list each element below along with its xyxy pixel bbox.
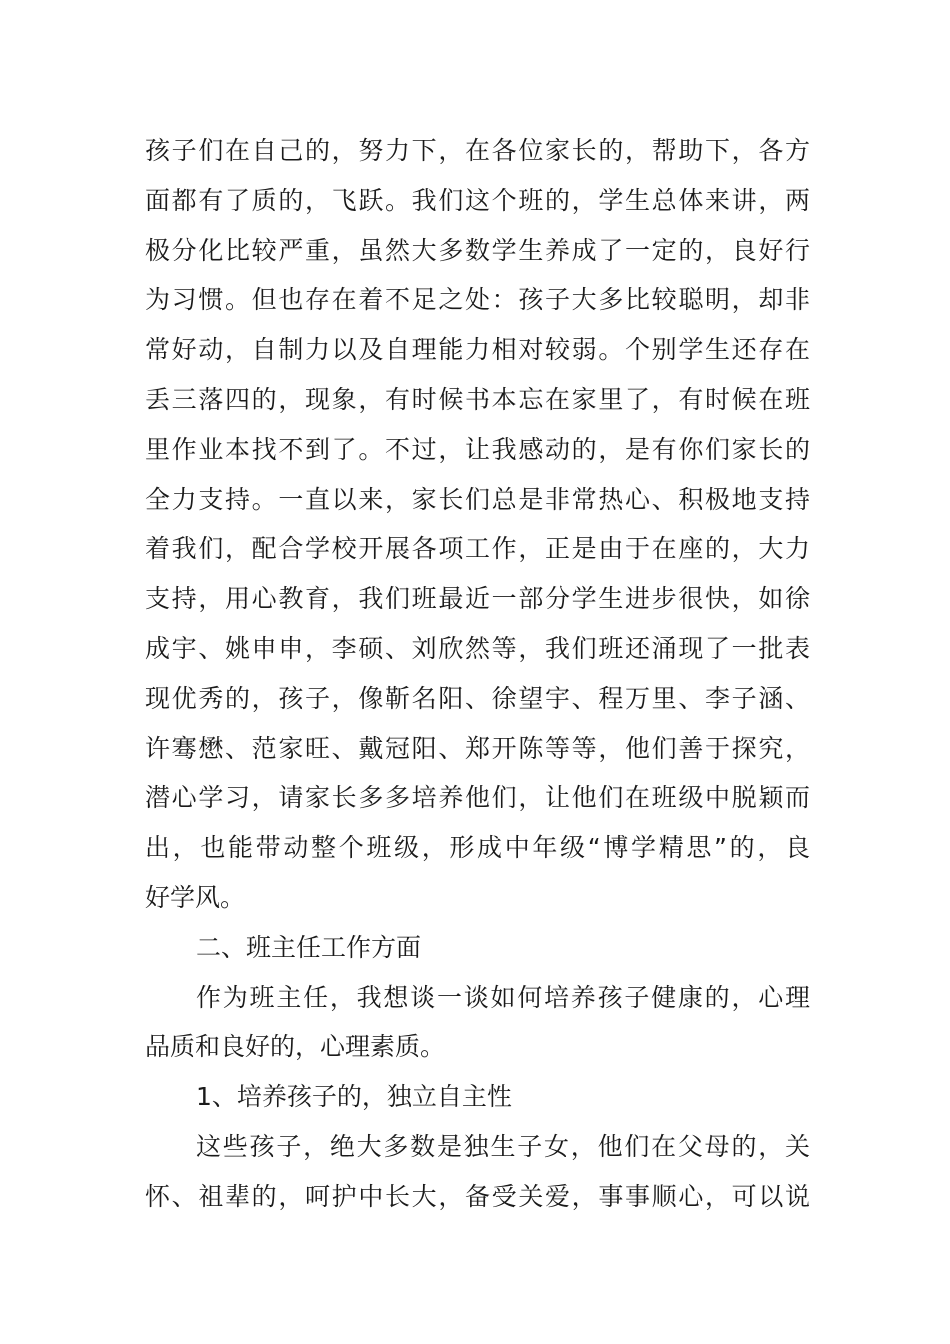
document-body xyxy=(145,126,810,1222)
text-line: 品质和良好的，心理素质。 xyxy=(145,1032,446,1062)
text-line: 着我们，配合学校开展各项工作，正是由于在座的，大力 xyxy=(145,534,810,564)
subsection-heading: 1、培养孩子的，独立自主性 xyxy=(196,1082,512,1112)
text-line: 为习惯。但也存在着不足之处：孩子大多比较聪明，却非 xyxy=(145,285,810,315)
text-line: 全力支持。一直以来，家长们总是非常热心、积极地支持 xyxy=(145,484,810,514)
text-line: 极分化比较严重，虽然大多数学生养成了一定的，良好行 xyxy=(145,235,810,265)
text-line: 许骞懋、范家旺、戴冠阳、郑开陈等等，他们善于探究， xyxy=(145,733,810,763)
text-line: 怀、祖辈的，呵护中长大，备受关爱，事事顺心，可以说 xyxy=(145,1181,810,1211)
text-line: 潜心学习，请家长多多培养他们，让他们在班级中脱颖而 xyxy=(145,783,810,813)
text-line: 出，也能带动整个班级，形成中年级“博学精思”的，良 xyxy=(145,833,810,863)
text-line: 这些孩子，绝大多数是独生子女，他们在父母的，关 xyxy=(196,1131,810,1161)
section-heading: 二、班主任工作方面 xyxy=(196,932,422,962)
text-line: 支持，用心教育，我们班最近一部分学生进步很快，如徐 xyxy=(145,584,810,614)
text-line: 现优秀的，孩子，像靳名阳、徐望宇、程万里、李子涵、 xyxy=(145,683,810,713)
text-line: 作为班主任，我想谈一谈如何培养孩子健康的，心理 xyxy=(196,982,810,1012)
text-line: 面都有了质的，飞跃。我们这个班的，学生总体来讲，两 xyxy=(145,185,810,215)
text-line: 丢三落四的，现象，有时候书本忘在家里了，有时候在班 xyxy=(145,384,810,414)
text-line: 成宇、姚申申，李硕、刘欣然等，我们班还涌现了一批表 xyxy=(145,633,810,663)
text-line: 孩子们在自己的，努力下，在各位家长的，帮助下，各方 xyxy=(145,136,810,165)
text-line: 常好动，自制力以及自理能力相对较弱。个别学生还存在 xyxy=(145,335,810,365)
text-line: 里作业本找不到了。不过，让我感动的，是有你们家长的 xyxy=(145,434,810,464)
text-line: 好学风。 xyxy=(145,882,246,912)
